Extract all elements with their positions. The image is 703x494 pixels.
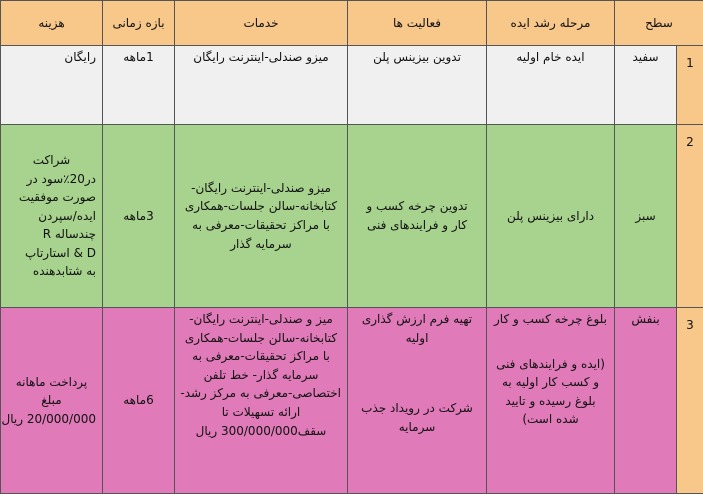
- activity-line: تدوین چرخه کسب و: [354, 197, 480, 216]
- cost-line: D & استارتاپ: [7, 244, 96, 263]
- cost-line: در20٪سود در: [7, 170, 96, 189]
- stage-cell: دارای بیزینس پلن: [487, 125, 615, 308]
- service-line: ارائه تسهیلات تا: [181, 403, 341, 422]
- services-cell: میزو صندلی-اینترنت رایگان: [175, 46, 348, 125]
- row-index: 3: [677, 308, 703, 494]
- activities-cell: [348, 308, 487, 494]
- activity-line: تهیه فرم ارزش گذاری: [354, 310, 480, 329]
- cost-line: به شتابدهنده: [7, 262, 96, 281]
- activities-cell: [348, 125, 487, 308]
- header-cost: هزینه: [1, 1, 103, 46]
- service-line: اختصاصی-معرفی به مرکز رشد-: [181, 384, 341, 403]
- table-row: [1, 46, 703, 125]
- stage-line: بلوغ چرخه کسب و کار: [493, 310, 608, 329]
- cost-line: صورت موفقیت: [7, 188, 96, 207]
- services-cell: [175, 308, 348, 494]
- row-index: 1: [677, 46, 703, 125]
- service-line: میز و صندلی-اینترنت رایگان-: [181, 310, 341, 329]
- activity-line: اولیه: [354, 329, 480, 348]
- cost-line: مبلغ: [7, 391, 96, 410]
- service-line: با مراکز تحقیقات-معرفی به: [181, 347, 341, 366]
- stage-cell: [487, 308, 615, 494]
- level-cell: سفید: [615, 46, 677, 125]
- cost-cell: [1, 308, 103, 494]
- header-stage: مرحله رشد ایده: [487, 1, 615, 46]
- service-line: سرمایه گذار: [181, 235, 341, 254]
- service-line: سرمایه گذار- خط تلفن: [181, 366, 341, 385]
- stage-cell: ایده خام اولیه: [487, 46, 615, 125]
- cost-line: 20/000/000 ریال: [7, 410, 96, 429]
- service-line: سقف300/000/000 ریال: [181, 422, 341, 441]
- activity-line: سرمایه: [354, 418, 480, 437]
- cost-cell: رایگان: [1, 46, 103, 125]
- cost-line: شراکت: [7, 151, 96, 170]
- stage-line: و کسب کار اولیه به: [493, 373, 608, 392]
- service-line: با مراکز تحقیقات-معرفی به: [181, 216, 341, 235]
- period-cell: 6ماهه: [103, 308, 175, 494]
- stage-line: (ایده و فرایندهای فنی: [493, 355, 608, 374]
- cost-cell: [1, 125, 103, 308]
- header-row: [1, 1, 703, 46]
- activity-line: شرکت در رویداد جذب: [354, 399, 480, 418]
- table-row: [1, 308, 703, 494]
- period-cell: 3ماهه: [103, 125, 175, 308]
- activity-line: کار و فرایندهای فنی: [354, 216, 480, 235]
- stage-line: بلوغ رسیده و تایید: [493, 392, 608, 411]
- services-cell: [175, 125, 348, 308]
- level-cell: بنفش: [615, 308, 677, 494]
- header-level: سطح: [615, 1, 703, 46]
- period-cell: 1ماهه: [103, 46, 175, 125]
- cost-line: ایده/سپردن: [7, 207, 96, 226]
- service-line: کتابخانه-سالن جلسات-همکاری: [181, 329, 341, 348]
- table-row: [1, 125, 703, 308]
- cost-line: چندساله R: [7, 225, 96, 244]
- service-line: میزو صندلی-اینترنت رایگان-: [181, 179, 341, 198]
- stage-line: شده است): [493, 410, 608, 429]
- level-cell: سبز: [615, 125, 677, 308]
- header-activities: فعالیت ها: [348, 1, 487, 46]
- service-line: کتابخانه-سالن جلسات-همکاری: [181, 197, 341, 216]
- cost-line: پرداخت ماهانه: [7, 373, 96, 392]
- header-services: خدمات: [175, 1, 348, 46]
- header-period: بازه زمانی: [103, 1, 175, 46]
- row-index: 2: [677, 125, 703, 308]
- activities-cell: تدوین بیزینس پلن: [348, 46, 487, 125]
